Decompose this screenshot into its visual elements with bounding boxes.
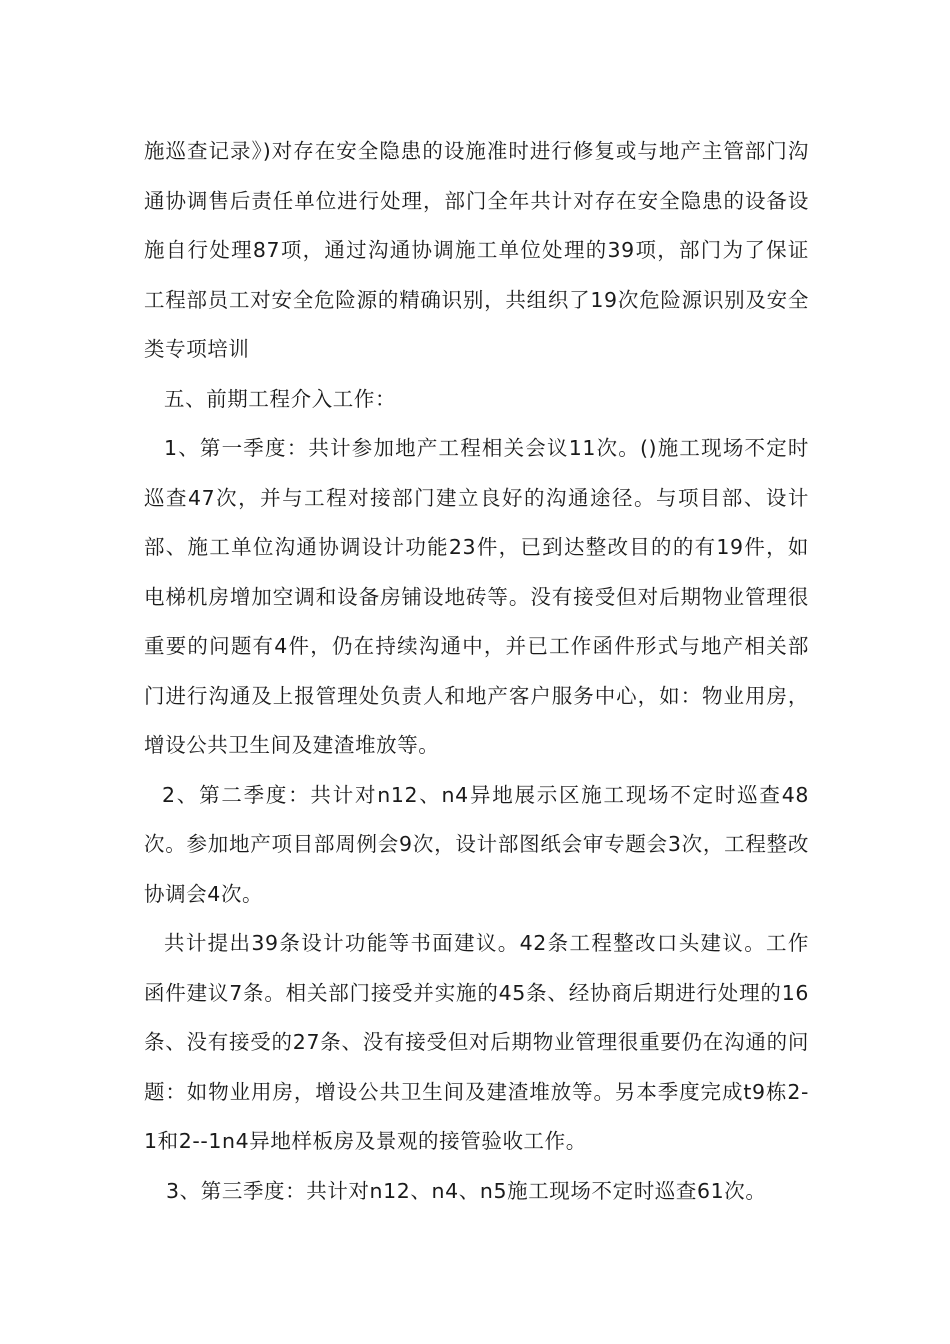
document-body (144, 127, 809, 1216)
paragraph-third-quarter: 3、第三季度：共计对n12、n4、n5施工现场不定时巡查61次。 (166, 1178, 767, 1203)
paragraph-second-quarter: 2、第二季度：共计对n12、n4异地展示区施工现场不定时巡查48次。参加地产项目部周例会9次，设计部图纸会审专题会3次，工程整改协调会4次。 (144, 782, 809, 906)
paragraph-suggestions-summary: 共计提出39条设计功能等书面建议。42条工程整改口头建议。工作函件建议7条。相关部门接受并实施的45条、经协商后期进行处理的16条、没有接受的27条、没有接受但对后期物业管理很重要仍在沟通的问题：如物业用房，增设公共卫生间及建渣堆放等。另本季度完成t9栋2-1和2--1n4异地样板房及景观的接管验收工作。 (144, 931, 809, 1153)
section-heading-early-intervention: 五、前期工程介入工作： (164, 386, 397, 411)
paragraph-first-quarter: 1、第一季度：共计参加地产工程相关会议11次。()施工现场不定时巡查47次，并与工程对接部门建立良好的沟通途径。与项目部、设计部、施工单位沟通协调设计功能23件，已到达整改目的的有19件，如电梯机房增加空调和设备房铺设地砖等。没有接受但对后期物业管理很重要的问题有4件，仍在持续沟通中，并已工作函件形式与地产相关部门进行沟通及上报管理处负责人和地产客户服务中心，如：物业用房，增设公共卫生间及建渣堆放等。 (144, 436, 809, 757)
paragraph-inspection-summary: 施巡查记录》)对存在安全隐患的设施准时进行修复或与地产主管部门沟通协调售后责任单位进行处理，部门全年共计对存在安全隐患的设备设施自行处理87项，通过沟通协调施工单位处理的39项，部门为了保证工程部员工对安全危险源的精确识别，共组织了19次危险源识别及安全类专项培训 (144, 139, 809, 361)
